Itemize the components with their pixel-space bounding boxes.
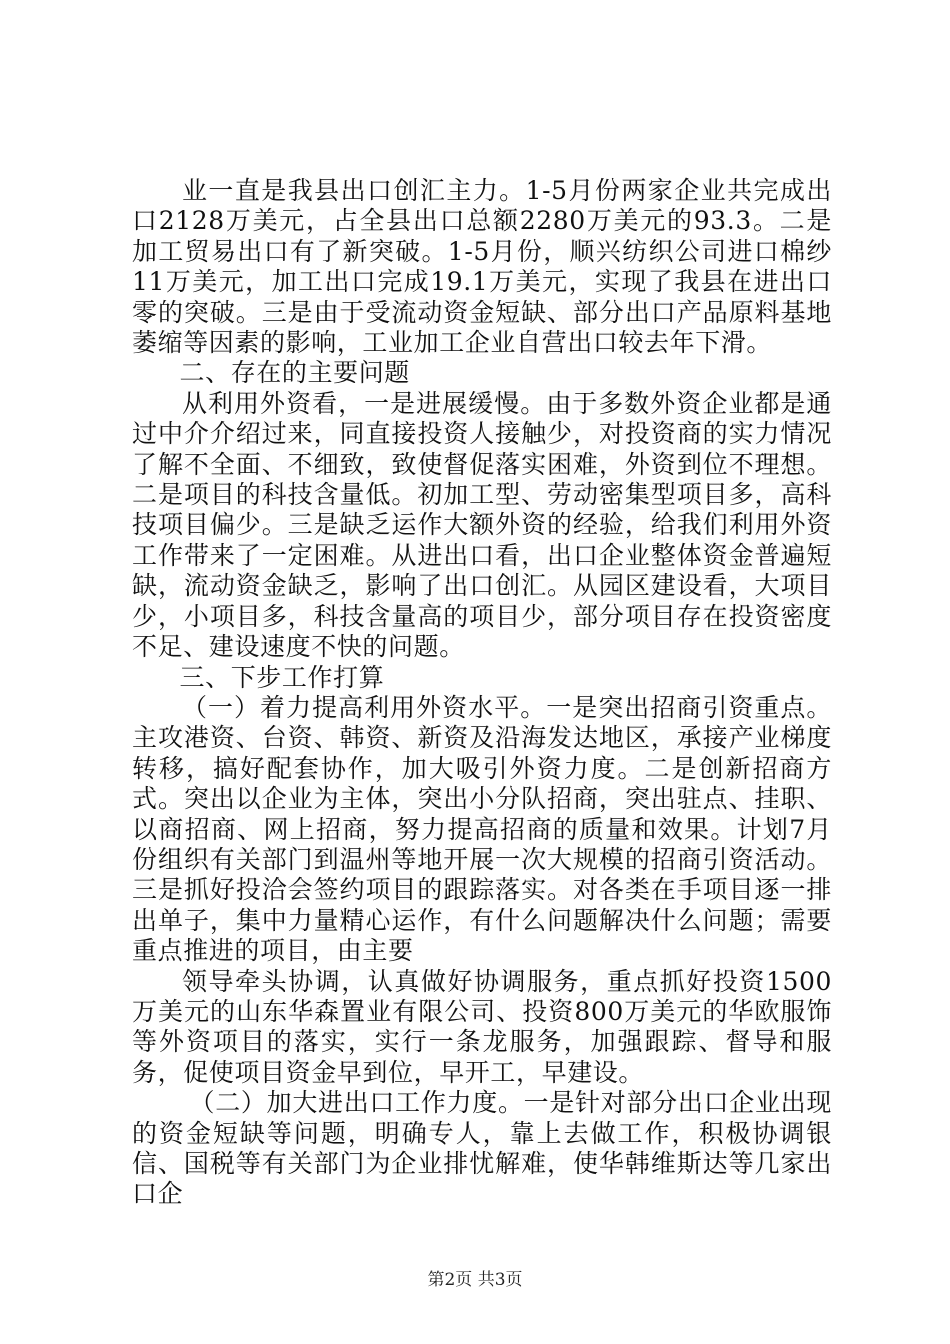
paragraph-export-results: 业一直是我县出口创汇主力。1-5月份两家企业共完成出口2128万美元，占全县出口总额2280万美元的93.3。二是加工贸易出口有了新突破。1-5月份，顺兴纺织公司进口棉纱11万美元，加工出口完成19.1万美元，实现了我县在进出口零的突破。三是由于受流动资金短缺、部分出口产品原料基地萎缩等因素的影响，工业加工企业自营出口较去年下滑。 [132, 176, 832, 358]
section-heading-next-steps: 三、下步工作打算 [179, 662, 385, 692]
paragraph-project-leadership: 领导牵头协调，认真做好协调服务，重点抓好投资1500万美元的山东华森置业有限公司、投资800万美元的华欧服饰等外资项目的落实，实行一条龙服务，加强跟踪、督导和服务，促使项目资金早到位，早开工，早建设。 [132, 966, 832, 1087]
page-number-footer: 第2页 共3页 [427, 1270, 523, 1290]
paragraph-foreign-investment: （一）着力提高利用外资水平。一是突出招商引资重点。主攻港资、台资、韩资、新资及沿海发达地区，承接产业梯度转移，搞好配套协作，加大吸引外资力度。二是创新招商方式。突出以企业为主体，突出小分队招商，突出驻点、挂职、以商招商、网上招商，努力提高招商的质量和效果。计划7月份组织有关部门到温州等地开展一次大规模的招商引资活动。三是抓好投洽会签约项目的跟踪落实。对各类在手项目逐一排出单子，集中力量精心运作，有什么问题解决什么问题；需要重点推进的项目，由主要 [132, 692, 832, 966]
paragraph-import-export: （二）加大进出口工作力度。一是针对部分出口企业出现的资金短缺等问题，明确专人，靠上去做工作，积极协调银信、国税等有关部门为企业排忧解难，使华韩维斯达等几家出口企 [132, 1088, 832, 1209]
document-body [132, 176, 832, 1210]
section-heading-problems: 二、存在的主要问题 [179, 358, 410, 388]
paragraph-problems: 从利用外资看，一是进展缓慢。由于多数外资企业都是通过中介介绍过来，同直接投资人接触少，对投资商的实力情况了解不全面、不细致，致使督促落实困难，外资到位不理想。二是项目的科技含量低。初加工型、劳动密集型项目多，高科技项目偏少。三是缺乏运作大额外资的经验，给我们利用外资工作带来了一定困难。从进出口看，出口企业整体资金普遍短缺，流动资金缺乏，影响了出口创汇。从园区建设看，大项目少，小项目多，科技含量高的项目少，部分项目存在投资密度不足、建设速度不快的问题。 [132, 388, 832, 662]
